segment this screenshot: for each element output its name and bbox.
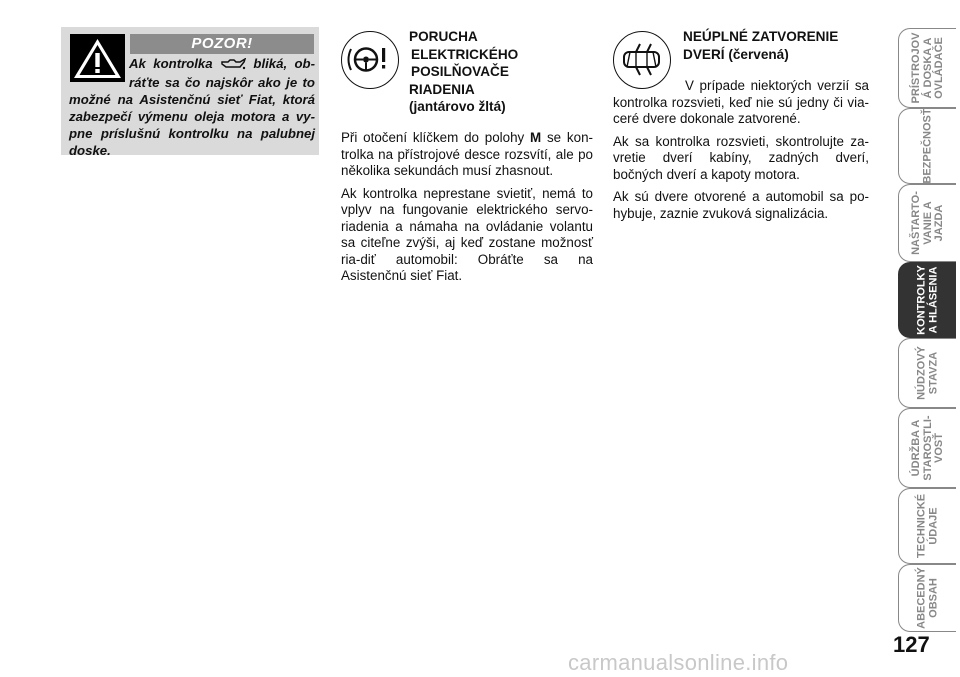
watermark: carmanualsonline.info <box>568 650 789 675</box>
steering-paragraph-1: Při otočení klíčkem do polohy M se kon-trolka na přístrojové desce rozsvítí, ale po několika sekundách musí zhasnout. <box>341 130 593 178</box>
doors-paragraph-3: Ak sú dvere otvorené a automobil sa po-hybuje, zaznie zvuková signalizácia. <box>613 189 869 221</box>
warning-title: POZOR! <box>130 34 314 54</box>
oil-can-icon <box>220 57 246 74</box>
steering-paragraph-2: Ak kontrolka neprestane svietiť, nemá to vplyv na fungovanie elektrického servo-riadenia a námaha na ovládanie volantu sa citeľne zvýši, aj keď zostane možnosť ria-diť automobil: Obráťte sa na Asistenčnú sieť Fiat. <box>341 185 593 283</box>
page-number: 127 <box>893 632 930 657</box>
doors-paragraph-2: Ak sa kontrolka rozsvieti, skontrolujte za-vretie dverí kabíny, zadných dverí, bočných dverí a kapoty motora. <box>613 133 869 182</box>
tab-nastartovanie[interactable]: NAŠTARTO- VANIE A JAZDA <box>898 184 956 262</box>
tab-kontrolky[interactable]: KONTROLKY A HLÁSENIA <box>898 262 956 338</box>
warning-box <box>61 27 319 158</box>
steering-fault-icon <box>341 31 399 89</box>
tab-technicke-udaje[interactable]: TECHNICKÉ ÚDAJE <box>898 488 956 564</box>
warning-text: Ak kontrolka bliká, ob-ráťte sa čo najskôr ako je to možné na Asistenčnú sieť Fiat, ktorá zabezpečí výmenu oleja motora a vy-pne príslušnú kontrolku na palubnej doske. <box>69 56 315 158</box>
tab-bezpecnost[interactable]: BEZPEČNOSŤ <box>898 108 956 184</box>
tab-udrzba[interactable]: ÚDRŽBA A STAROSTLI- VOSŤ <box>898 408 956 488</box>
doors-heading: NEÚPLNÉ ZATVORENIE DVERÍ (červená) <box>683 29 839 62</box>
steering-body <box>341 130 593 291</box>
tab-pristrojova-doska[interactable]: PRÍSTROJOV Á DOSKA A OVLÁDAČE <box>898 28 956 108</box>
doors-body <box>613 78 869 228</box>
tab-nudzovy-stav[interactable]: NÚDZOVÝ STAVZA <box>898 338 956 408</box>
steering-heading: PORUCHA ELEKTRICKÉHO POSILŇOVAČE RIADENIA (jantárovo žltá) <box>409 29 519 114</box>
tab-abecedny-obsah[interactable]: ABECEDNÝ OBSAH <box>898 564 956 632</box>
doors-paragraph-1: V prípade niektorých verzií sa kontrolka rozsvieti, keď nie sú jedny či via-ceré dvere dokonale zatvorené. <box>613 78 869 126</box>
